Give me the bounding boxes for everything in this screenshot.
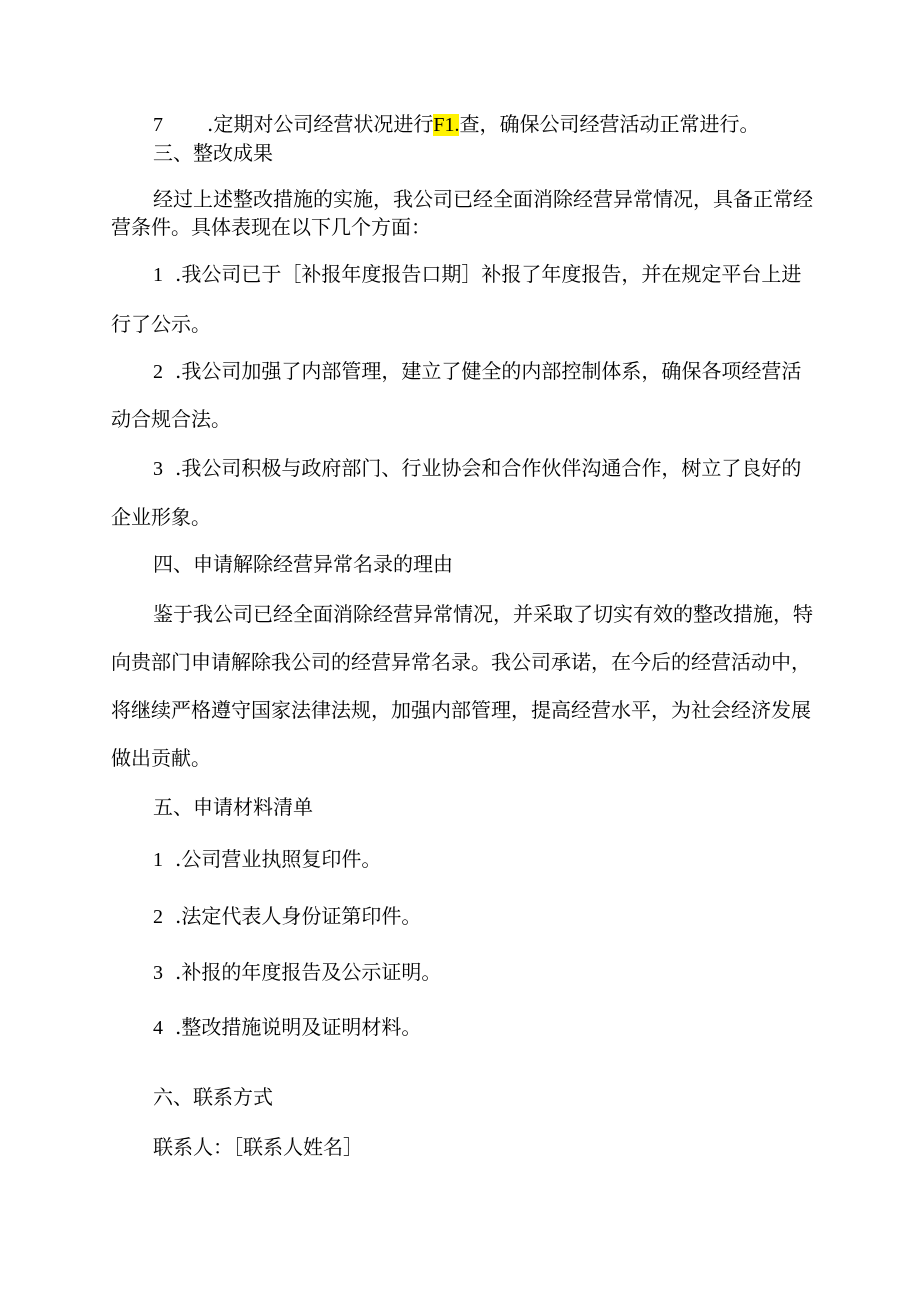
list-item-continuation: 动合规合法。: [111, 407, 231, 431]
list-text: .我公司加强了内部管理，建立了健全的内部控制体系，确保各项经营活: [175, 359, 802, 383]
list-number: 7: [153, 114, 163, 136]
material-item-3: [153, 958, 441, 987]
section-heading-6: 六、联系方式: [153, 1085, 273, 1109]
list-text: .整改措施说明及证明材料。: [175, 1015, 422, 1039]
paragraph-line: 经过上述整改措施的实施，我公司已经全面消除经营异常情况，具备正常经: [153, 187, 813, 211]
contact-label: 联系人：: [153, 1135, 233, 1159]
list-number: 2: [153, 906, 163, 928]
list-number: 1: [153, 849, 163, 871]
contact-line: [153, 1133, 363, 1161]
paragraph-line: 做出贡献。: [111, 746, 211, 770]
paragraph-line: 营条件。具体表现在以下几个方面：: [111, 215, 431, 239]
list-item-3: [153, 454, 801, 483]
list-item-7: [153, 110, 759, 139]
contact-value: ［联系人姓名］: [233, 1135, 363, 1159]
list-text: .补报的年度报告及公示证明。: [175, 960, 442, 984]
list-number: 3: [153, 962, 163, 984]
list-item-continuation: 行了公示。: [111, 312, 211, 336]
list-text: .公司营业执照复印件。: [175, 847, 382, 871]
list-number: 2: [153, 361, 163, 383]
section-heading-5: 五、申请材料清单: [153, 795, 313, 819]
list-text: .我公司已于［补报年度报告口期］补报了年度报告，并在规定平台上进: [175, 262, 802, 286]
list-item-continuation: 企业形象。: [111, 505, 211, 529]
material-item-4: [153, 1013, 421, 1042]
paragraph-line: 鉴于我公司已经全面消除经营异常情况，并采取了切实有效的整改措施，特: [153, 602, 813, 626]
list-text: 查，确保公司经营活动正常进行。: [459, 112, 760, 136]
list-number: 4: [153, 1017, 163, 1039]
section-heading-3: 三、整改成果: [153, 141, 273, 165]
paragraph-line: 向贵部门申请解除我公司的经营异常名录。我公司承诺，在今后的经营活动中，: [111, 650, 811, 674]
section-heading-4: 四、申请解除经营异常名录的理由: [153, 552, 453, 576]
list-text: .我公司积极与政府部门、行业协会和合作伙伴沟通合作，树立了良好的: [175, 456, 802, 480]
list-text: .法定代表人身份证第印件。: [175, 904, 422, 928]
list-number: 3: [153, 458, 163, 480]
paragraph-line: 将继续严格遵守国家法律法规，加强内部管理，提高经营水平，为社会经济发展: [111, 698, 811, 722]
list-item-1: [153, 260, 801, 289]
list-text: .定期对公司经营状况进行: [207, 112, 434, 136]
list-number: 1: [153, 264, 163, 286]
material-item-2: [153, 902, 421, 931]
material-item-1: [153, 845, 381, 874]
list-item-2: [153, 357, 801, 386]
highlighted-text: F1.: [433, 114, 460, 136]
